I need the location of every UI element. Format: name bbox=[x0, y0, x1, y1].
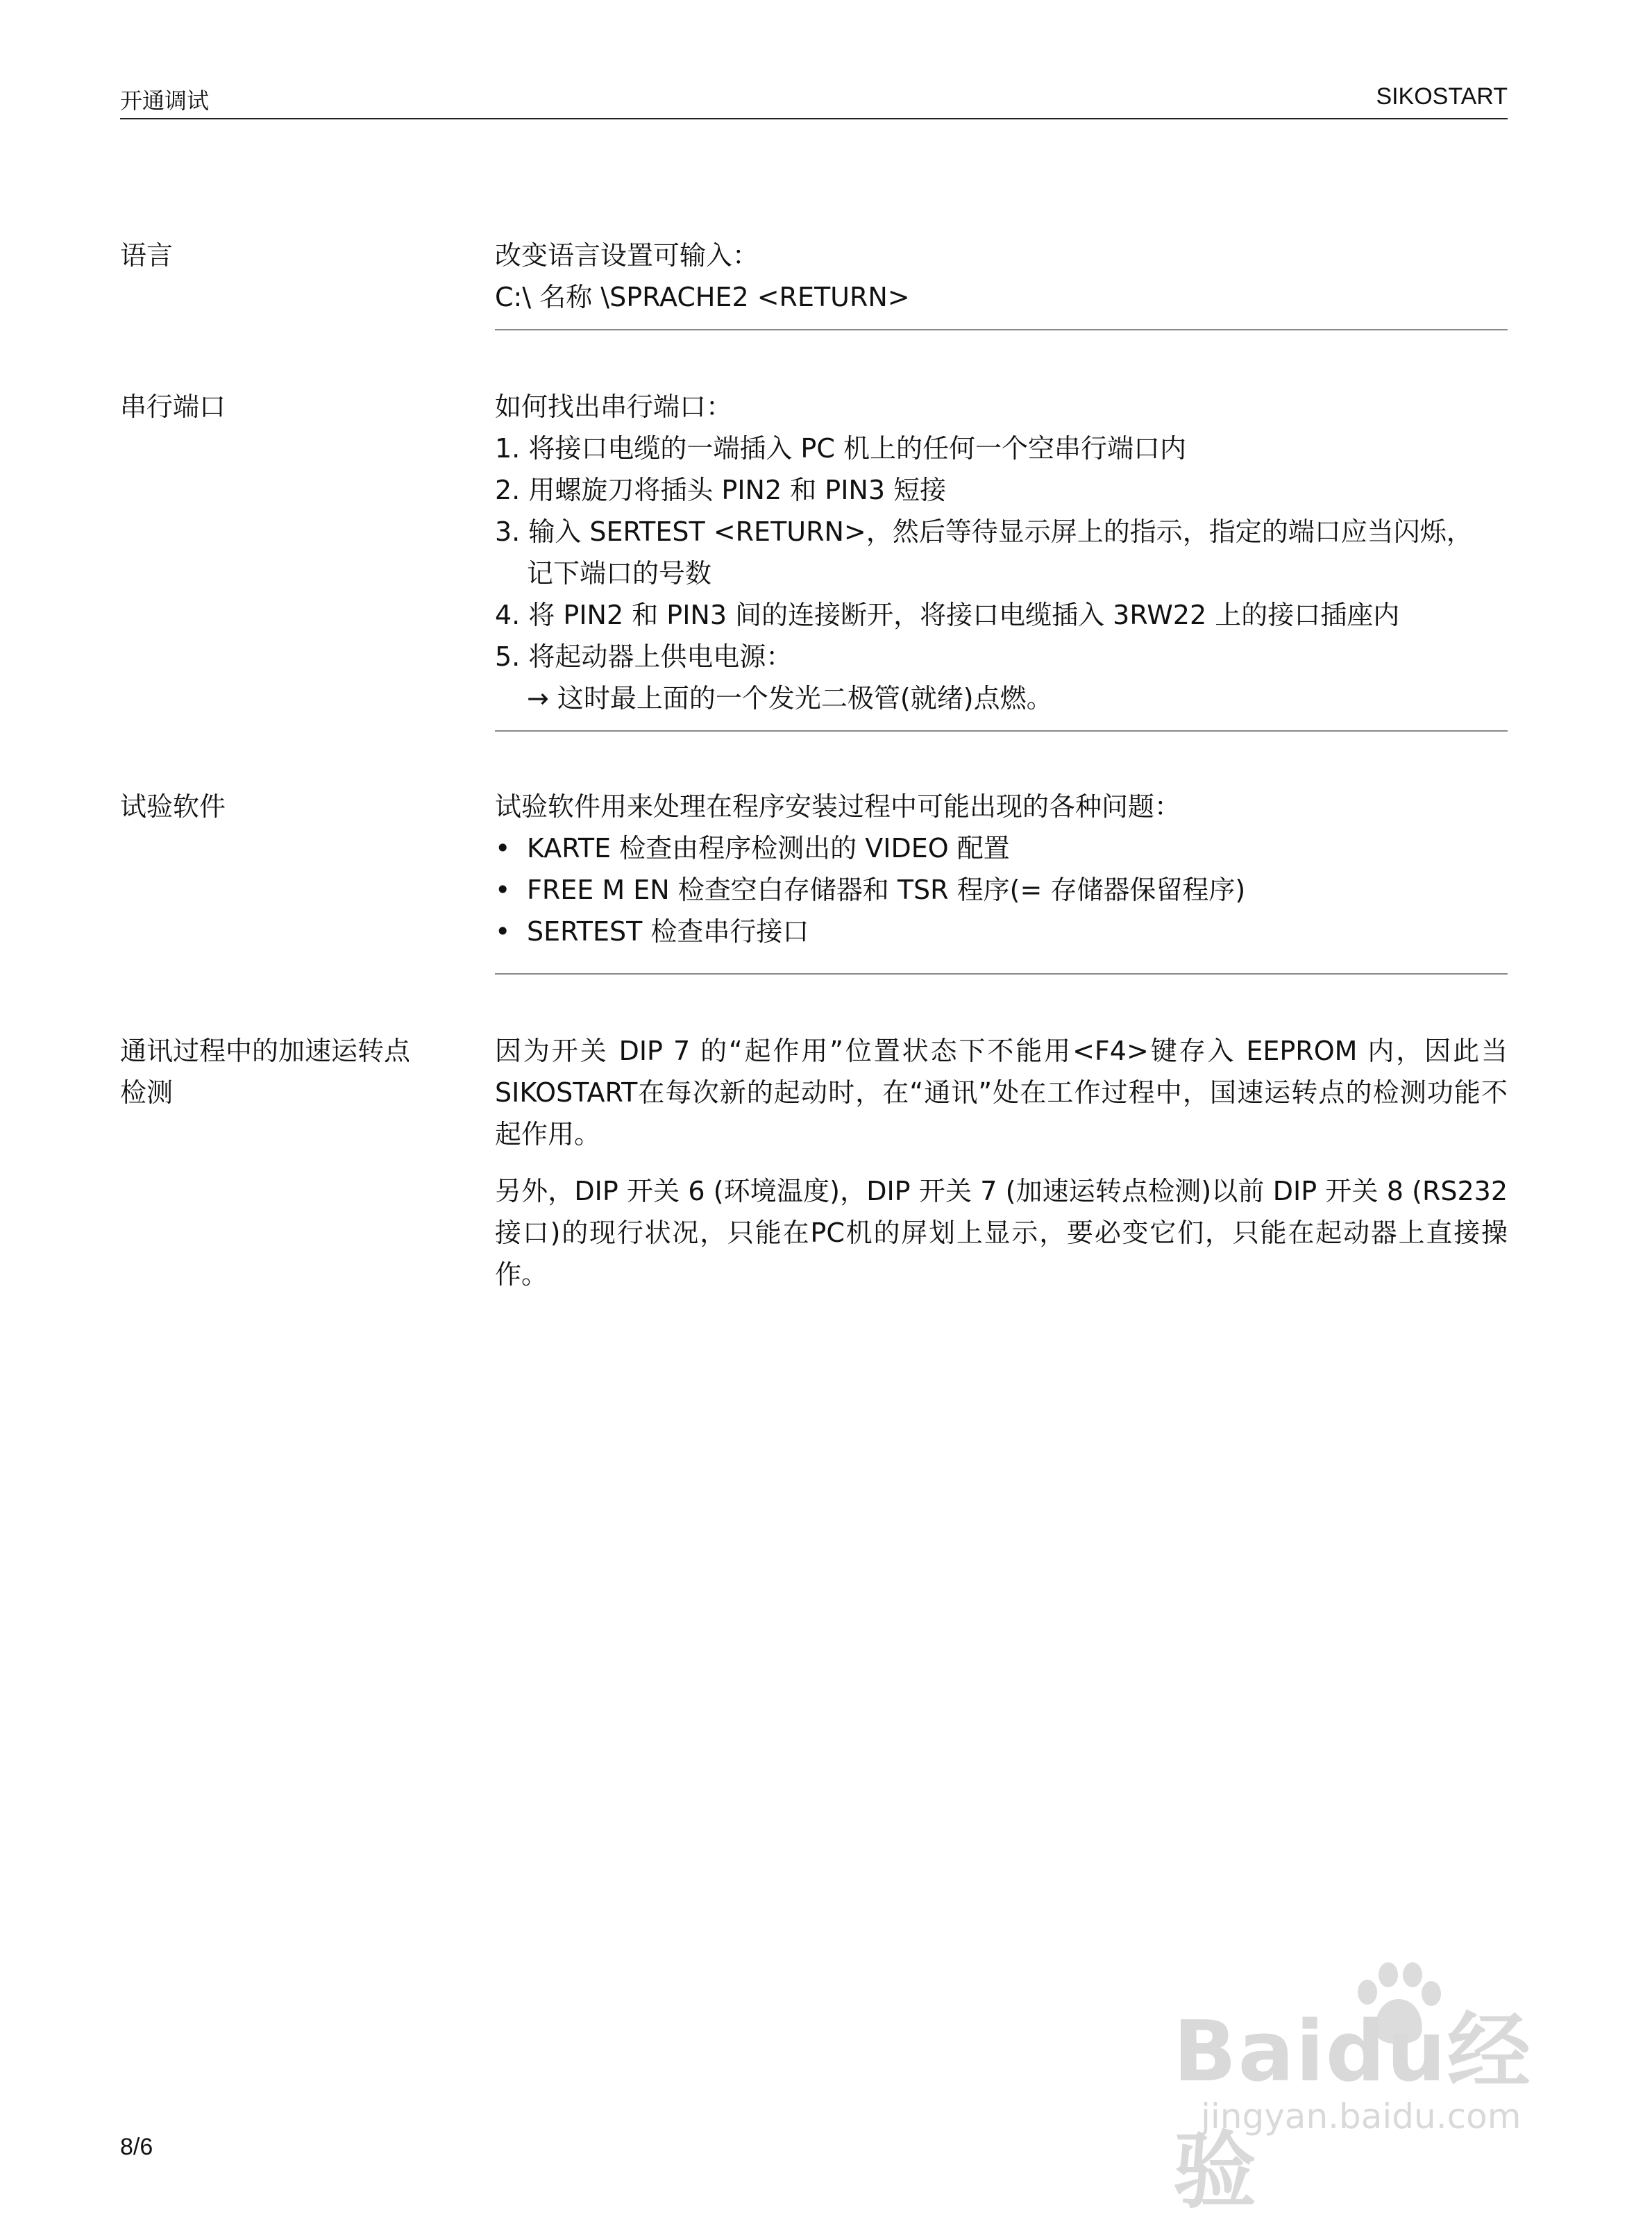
step-item: 3. 输入 SERTEST <RETURN>，然后等待显示屏上的指示，指定的端口应当闪烁， bbox=[495, 516, 1473, 547]
bullet-icon: • bbox=[495, 833, 511, 864]
header-divider bbox=[120, 118, 1508, 119]
section-divider bbox=[495, 329, 1508, 330]
section-body bbox=[495, 386, 1508, 719]
section-label bbox=[120, 1030, 453, 1113]
running-header-product: SIKOSTART bbox=[1376, 83, 1508, 110]
section-body bbox=[495, 235, 1508, 318]
section-body bbox=[495, 1030, 1508, 1295]
section-label-line: 通讯过程中的加速运转点 bbox=[120, 1036, 411, 1066]
section-body bbox=[495, 786, 1508, 952]
step-item: 4. 将 PIN2 和 PIN3 间的连接断开，将接口电缆插入 3RW22 上的接口插座内 bbox=[495, 600, 1400, 630]
bullet-icon: • bbox=[495, 875, 511, 905]
list-item bbox=[495, 869, 1508, 911]
step-item: 1. 将接口电缆的一端插入 PC 机上的任何一个空串行端口内 bbox=[495, 433, 1186, 464]
list-item-text: KARTE 检查由程序检测出的 VIDEO 配置 bbox=[527, 833, 1010, 864]
section-label: 串行端口 bbox=[120, 391, 226, 422]
command-line: C:\ 名称 \SPRACHE2 <RETURN> bbox=[495, 282, 910, 312]
section-divider bbox=[495, 730, 1508, 732]
section-label: 语言 bbox=[120, 240, 174, 271]
text-line: 试验软件用来处理在程序安装过程中可能出现的各种问题： bbox=[495, 791, 1181, 822]
list-item-text: FREE M EN 检查空白存储器和 TSR 程序(= 存储器保留程序) bbox=[527, 875, 1246, 905]
page-number: 8/6 bbox=[120, 2134, 153, 2160]
running-header-chapter: 开通调试 bbox=[120, 87, 210, 114]
text-line: 如何找出串行端口： bbox=[495, 391, 733, 422]
list-item bbox=[495, 911, 1508, 952]
text-line: 改变语言设置可输入： bbox=[495, 240, 759, 271]
watermark-brand: Baidu经验 bbox=[1173, 2004, 1532, 2220]
bullet-icon: • bbox=[495, 916, 511, 947]
baidu-watermark bbox=[1173, 1957, 1562, 2220]
list-item bbox=[495, 827, 1508, 869]
section-divider bbox=[495, 973, 1508, 975]
step-result: → 这时最上面的一个发光二极管(就绪)点燃。 bbox=[527, 683, 1053, 714]
section-label-line: 检测 bbox=[120, 1077, 174, 1108]
list-item-text: SERTEST 检查串行接口 bbox=[527, 916, 809, 947]
step-continuation: 记下端口的号数 bbox=[527, 558, 712, 589]
watermark-url: jingyan.baidu.com bbox=[1201, 2096, 1522, 2137]
step-item: 2. 用螺旋刀将插头 PIN2 和 PIN3 短接 bbox=[495, 475, 947, 505]
step-item: 5. 将起动器上供电电源： bbox=[495, 641, 793, 672]
paragraph: 另外，DIP 开关 6 (环境温度)，DIP 开关 7 (加速运转点检测)以前 DIP 开关 8 (RS232 接口)的现行状况，只能在PC机的屏划上显示，要必变它们，只能在起动器上直接操作。 bbox=[495, 1176, 1508, 1290]
section-label: 试验软件 bbox=[120, 791, 226, 822]
paragraph: 因为开关 DIP 7 的“起作用”位置状态下不能用<F4>键存入 EEPROM 内，因此当SIKOSTART在每次新的起动时，在“通讯”处在工作过程中，国速运转点的检测功能不起作用。 bbox=[495, 1036, 1508, 1149]
